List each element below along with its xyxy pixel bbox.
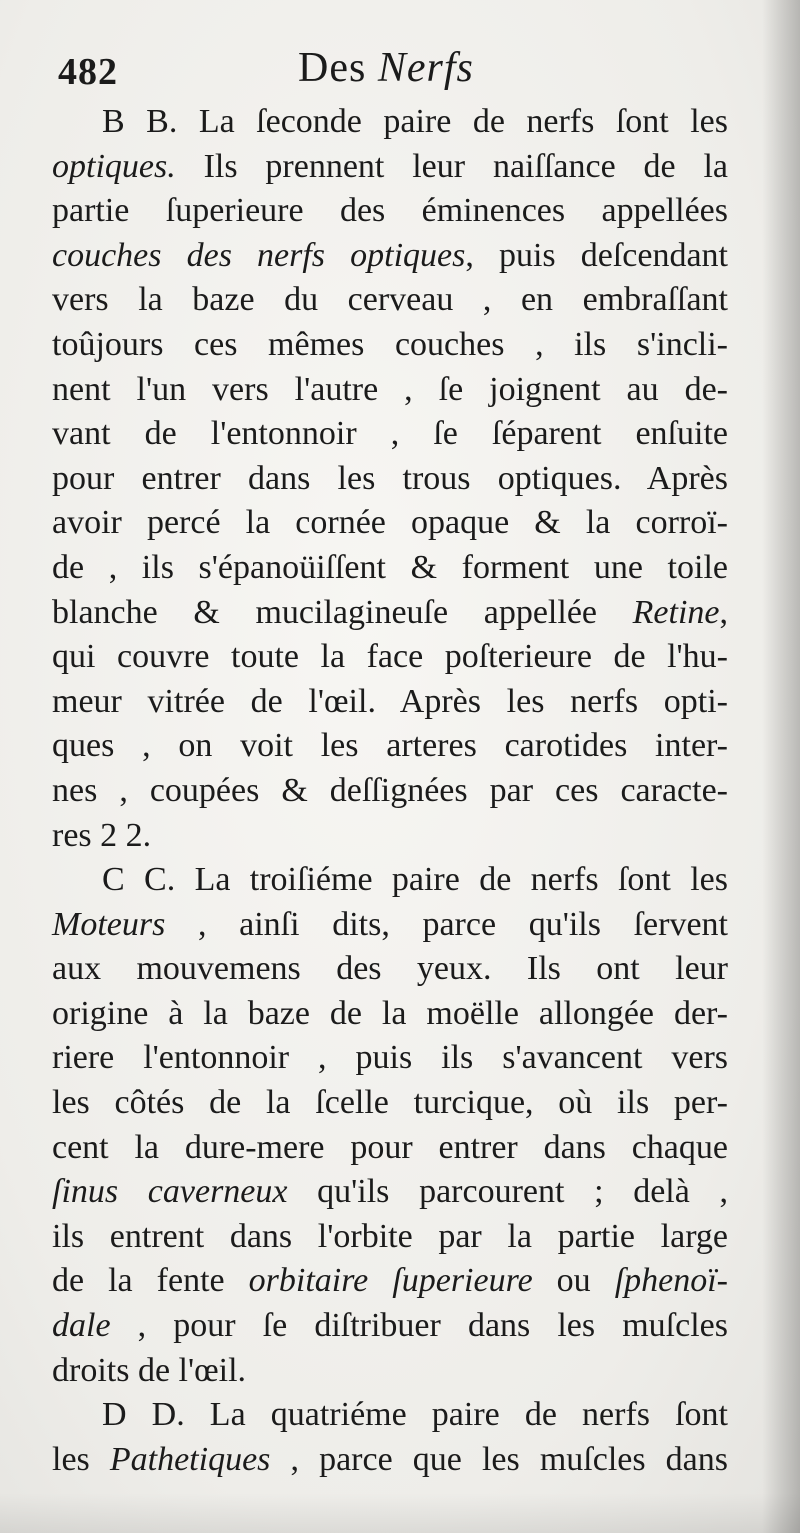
- text-line: [52, 234, 728, 279]
- page-edge-shadow: [762, 0, 800, 1533]
- line-text: C C. La troiſiéme paire de nerfs ſont les: [102, 861, 728, 899]
- text-line: [52, 323, 728, 368]
- line-text: blanche & mucilagineuſe appellée: [52, 593, 633, 631]
- line-text: aux mouvemens des yeux. Ils ont leur: [52, 950, 728, 988]
- text-line: [52, 368, 728, 413]
- line-text: , pour ſe diſtribuer dans les muſcles: [110, 1307, 728, 1345]
- line-text: ,: [719, 593, 728, 631]
- text-line: [52, 412, 728, 457]
- line-text: B B. La ſeconde paire de nerfs ſont les: [102, 103, 728, 140]
- italic-text: ſinus caverneux: [52, 1173, 288, 1211]
- text-line: [52, 1393, 728, 1438]
- page-number: 482: [58, 51, 118, 93]
- text-line: [52, 680, 728, 725]
- line-text: les: [52, 1440, 110, 1478]
- text-line: [52, 1081, 728, 1126]
- text-line: [52, 1259, 728, 1304]
- italic-text: Retine: [632, 593, 720, 631]
- line-text: pour entrer dans les trous optiques. Après: [52, 459, 728, 497]
- running-title: [298, 44, 474, 92]
- text-line: [52, 100, 728, 145]
- line-text: Ils prennent leur naiſſance de la: [175, 147, 728, 185]
- text-line: [52, 1304, 728, 1349]
- line-text: D D. La quatriéme paire de nerfs ſont: [102, 1396, 728, 1434]
- text-line: [52, 546, 728, 591]
- text-line: [52, 814, 728, 859]
- line-text: ques , on voit les arteres carotides inter-: [52, 727, 728, 765]
- line-text: de , ils s'épanoüiſſent & forment une toile: [52, 548, 728, 586]
- italic-text: ſphenoï-: [614, 1262, 729, 1300]
- text-line: [52, 501, 728, 546]
- text-line: [52, 992, 728, 1037]
- page-header: [58, 44, 738, 94]
- text-line: [52, 1126, 728, 1171]
- text-line: [52, 947, 728, 992]
- text-line: [52, 1215, 728, 1260]
- text-line: [52, 1170, 728, 1215]
- line-text: nent l'un vers l'autre , ſe joignent au de-: [52, 370, 728, 408]
- running-title-prefix: Des: [298, 45, 378, 91]
- text-line: [52, 1438, 728, 1483]
- line-text: riere l'entonnoir , puis ils s'avancent vers: [52, 1039, 728, 1077]
- text-line: [52, 189, 728, 234]
- line-text: cent la dure-mere pour entrer dans chaque: [52, 1128, 728, 1166]
- line-text: partie ſuperieure des éminences appellées: [52, 192, 728, 230]
- line-text: les côtés de la ſcelle turcique, où ils per-: [52, 1084, 728, 1122]
- line-text: avoir percé la cornée opaque & la corroï-: [52, 504, 728, 542]
- text-line: [52, 1036, 728, 1081]
- text-line: [52, 903, 728, 948]
- line-text: origine à la baze de la moëlle allongée der-: [52, 994, 728, 1032]
- line-text: toûjours ces mêmes couches , ils s'incli-: [52, 325, 728, 363]
- line-text: vant de l'entonnoir , ſe ſéparent enſuite: [52, 415, 728, 453]
- page-body-text: [52, 100, 728, 1482]
- line-text: res 2 2.: [52, 816, 152, 854]
- line-text: meur vitrée de l'œil. Après les nerfs opti-: [52, 682, 728, 720]
- text-line: [52, 1349, 728, 1394]
- line-text: , ainſi dits, parce qu'ils ſervent: [165, 905, 728, 943]
- italic-text: dale: [52, 1307, 111, 1345]
- italic-text: Pathetiques: [109, 1440, 271, 1478]
- line-text: nes , coupées & deſſignées par ces caracte-: [52, 771, 728, 809]
- line-text: , parce que les muſcles dans: [270, 1440, 728, 1478]
- text-line: [52, 145, 728, 190]
- text-line: [52, 457, 728, 502]
- text-line: [52, 858, 728, 903]
- text-line: [52, 278, 728, 323]
- line-text: ou: [532, 1262, 615, 1300]
- text-line: [52, 591, 728, 636]
- text-line: [52, 724, 728, 769]
- line-text: , puis deſcendant: [465, 236, 728, 274]
- line-text: qui couvre toute la face poſterieure de l'hu-: [52, 638, 728, 676]
- italic-text: optiques.: [52, 147, 176, 185]
- line-text: de la fente: [52, 1262, 249, 1300]
- text-line: [52, 635, 728, 680]
- line-text: qu'ils parcourent ; delà ,: [287, 1173, 729, 1211]
- page-bottom-shadow: [0, 1493, 800, 1533]
- italic-text: couches des nerfs optiques: [52, 236, 466, 274]
- italic-text: Moteurs: [52, 905, 166, 943]
- line-text: vers la baze du cerveau , en embraſſant: [52, 281, 728, 319]
- running-title-italic: Nerfs: [377, 45, 474, 91]
- text-line: [52, 769, 728, 814]
- line-text: ils entrent dans l'orbite par la partie large: [52, 1217, 728, 1255]
- line-text: droits de l'œil.: [52, 1351, 247, 1389]
- italic-text: orbitaire ſuperieure: [248, 1262, 533, 1300]
